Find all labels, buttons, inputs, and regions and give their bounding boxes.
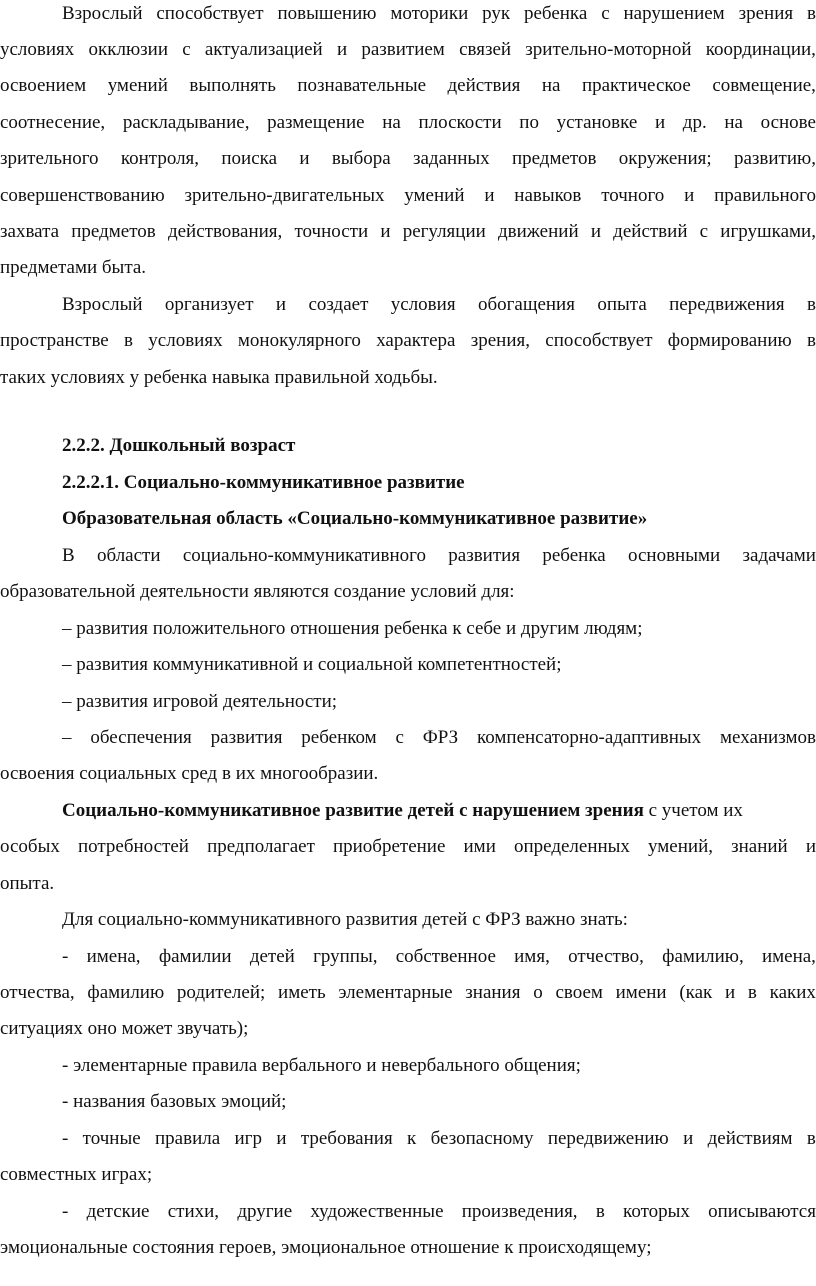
word: умений xyxy=(404,185,465,206)
word: точного xyxy=(601,185,665,206)
word: условия xyxy=(390,294,456,315)
word: в xyxy=(806,3,816,24)
word: обеспечения xyxy=(90,727,192,748)
word: на xyxy=(541,75,561,96)
word: игр xyxy=(234,1128,262,1149)
list1-item-1: – развития положительного отношения ребенка к себе и другим людям; xyxy=(62,618,643,639)
p1-line-2 xyxy=(0,40,816,59)
list1-item-4-line-1 xyxy=(62,728,816,747)
word: произведения, xyxy=(461,1201,578,1222)
word: практическое xyxy=(581,75,691,96)
word: повышению xyxy=(277,3,377,24)
word: основными xyxy=(628,545,721,566)
word: отчество, xyxy=(568,946,644,967)
list2-item-5-line-1 xyxy=(62,1202,816,1221)
word: пространстве xyxy=(0,330,109,351)
word: предметов xyxy=(511,148,597,169)
p4-line-2 xyxy=(0,837,816,856)
word: зрительного xyxy=(0,148,99,169)
word: и xyxy=(725,982,736,1003)
word: детей xyxy=(249,946,295,967)
word: др. xyxy=(682,112,707,133)
word: и xyxy=(336,39,348,60)
word: ими xyxy=(463,836,496,857)
p3-line-1 xyxy=(62,546,816,565)
word: задачами xyxy=(742,545,816,566)
word: захвата xyxy=(0,221,60,242)
word: обогащения xyxy=(477,294,575,315)
p5-line: Для социально-коммуникативного развития детей с ФРЗ важно знать: xyxy=(62,909,628,930)
word: умений xyxy=(107,75,168,96)
word: в xyxy=(595,1201,605,1222)
word: развития xyxy=(448,545,521,566)
word: знаний xyxy=(731,836,788,857)
word: имена, xyxy=(761,946,816,967)
word: передвижению xyxy=(547,1128,669,1149)
section-heading: 2.2.2. Дошкольный возраст xyxy=(62,435,296,456)
word: и xyxy=(684,185,695,206)
word: с xyxy=(699,221,709,242)
word: (как xyxy=(679,982,713,1003)
word: характера xyxy=(376,330,456,351)
word: передвижения xyxy=(669,294,785,315)
p2-line-3: таких условиях у ребенка навыка правильной ходьбы. xyxy=(0,367,438,388)
list2-item-3: - названия базовых эмоций; xyxy=(62,1091,287,1112)
word: способствует xyxy=(545,330,653,351)
word: опыта xyxy=(597,294,647,315)
p1-line-4 xyxy=(0,113,816,132)
word: действия xyxy=(447,75,521,96)
word: действий xyxy=(613,221,688,242)
p2-line-1 xyxy=(62,295,816,314)
word: точности xyxy=(294,221,369,242)
word: движений xyxy=(498,221,579,242)
p3-line-2: образовательной деятельности являются создание условий для: xyxy=(0,581,515,602)
word: с xyxy=(182,39,191,60)
word: определенных xyxy=(513,836,630,857)
word: о xyxy=(533,982,543,1003)
word: ребенка xyxy=(542,545,606,566)
word: способствует xyxy=(156,3,264,24)
word: в xyxy=(807,294,816,315)
word: приобретение xyxy=(332,836,446,857)
word: условиях xyxy=(148,330,223,351)
list2-item-4-line-2: совместных играх; xyxy=(0,1164,153,1185)
word: условиях xyxy=(0,39,75,60)
area-heading: Образовательная область «Социально-коммуникативное развитие» xyxy=(62,508,648,529)
word: социально-коммуникативного xyxy=(182,545,426,566)
p4-line-3: опыта. xyxy=(0,873,55,894)
p4-rest-part: с учетом их xyxy=(648,800,743,821)
word: и xyxy=(683,1128,694,1149)
word: знания xyxy=(465,982,521,1003)
word: поиска xyxy=(221,148,278,169)
word: зрительно-моторной xyxy=(525,39,692,60)
word: координации, xyxy=(705,39,816,60)
word: с xyxy=(601,3,610,24)
word: актуализацией xyxy=(204,39,323,60)
word: создает xyxy=(308,294,369,315)
word: освоением xyxy=(0,75,87,96)
word: действиям xyxy=(707,1128,793,1149)
word: имя, xyxy=(514,946,550,967)
list2-item-1-line-2 xyxy=(0,983,816,1002)
word: имени xyxy=(615,982,667,1003)
word: формированию xyxy=(667,330,792,351)
list2-item-2: - элементарные правила вербального и невербального общения; xyxy=(62,1055,581,1076)
word: и xyxy=(654,112,666,133)
word: организует xyxy=(164,294,254,315)
word: своем xyxy=(555,982,603,1003)
word: окружения; xyxy=(618,148,712,169)
word: зрения xyxy=(738,3,794,24)
list1-item-4-line-2: освоения социальных сред в их многообразии. xyxy=(0,763,379,784)
word: В xyxy=(62,545,75,566)
word: предполагает xyxy=(207,836,315,857)
p1-line-5 xyxy=(0,149,816,168)
word: механизмов xyxy=(720,727,816,748)
list2-item-1-line-1 xyxy=(62,947,816,966)
word: основе xyxy=(760,112,816,133)
word: связей xyxy=(459,39,512,60)
p1-line-3 xyxy=(0,76,816,95)
word: компенсаторно-адаптивных xyxy=(476,727,702,748)
word: которых xyxy=(623,1201,690,1222)
word: развития xyxy=(210,727,283,748)
word: фамилии xyxy=(158,946,232,967)
word: моторики xyxy=(390,3,469,24)
word: и xyxy=(299,148,310,169)
word: в xyxy=(124,330,134,351)
word: и xyxy=(380,221,391,242)
p2-line-2 xyxy=(0,331,816,350)
p1-line-8: предметами быта. xyxy=(0,257,147,278)
word: совершенствованию xyxy=(0,185,165,206)
word: размещение xyxy=(267,112,365,133)
word: ребенка xyxy=(523,3,588,24)
word: на xyxy=(382,112,401,133)
word: ребенком xyxy=(301,727,377,748)
word: родителей; xyxy=(176,982,266,1003)
word: - xyxy=(62,1201,69,1222)
word: регуляции xyxy=(402,221,486,242)
word: окклюзии xyxy=(88,39,168,60)
word: установке xyxy=(556,112,638,133)
word: собственное xyxy=(395,946,496,967)
list1-item-3: – развития игровой деятельности; xyxy=(62,691,338,712)
word: и xyxy=(805,836,816,857)
word: выбора xyxy=(331,148,391,169)
subsection-heading: 2.2.2.1. Социально-коммуникативное развитие xyxy=(62,472,465,493)
word: рук xyxy=(482,3,511,24)
p1-line-7 xyxy=(0,222,816,241)
word: правильного xyxy=(714,185,816,206)
word: группы, xyxy=(313,946,378,967)
word: навыков xyxy=(514,185,582,206)
word: на xyxy=(724,112,743,133)
word: нарушением xyxy=(623,3,725,24)
word: Взрослый xyxy=(62,294,143,315)
word: детские xyxy=(86,1201,150,1222)
word: контроля, xyxy=(120,148,200,169)
word: в xyxy=(747,982,757,1003)
word: выполнять xyxy=(189,75,276,96)
word: потребностей xyxy=(77,836,189,857)
p4-bold-part: Социально-коммуникативное развитие детей с нарушением зрения xyxy=(62,800,644,821)
word: отчества, xyxy=(0,982,75,1003)
word: раскладывание, xyxy=(122,112,250,133)
word: особых xyxy=(0,836,60,857)
word: по xyxy=(519,112,539,133)
word: и xyxy=(590,221,601,242)
list2-item-5-line-2: эмоциональные состояния героев, эмоциональное отношение к происходящему; xyxy=(0,1237,652,1258)
word: к xyxy=(407,1128,417,1149)
word: стихи, xyxy=(167,1201,220,1222)
word: требования xyxy=(300,1128,393,1149)
word: – xyxy=(62,727,72,748)
word: умений, xyxy=(648,836,713,857)
word: точные xyxy=(82,1128,141,1149)
list1-item-2: – развития коммуникативной и социальной компетентностей; xyxy=(62,654,562,675)
word: заданных xyxy=(412,148,490,169)
word: в xyxy=(806,330,816,351)
p1-line-1 xyxy=(62,4,816,23)
word: развитием xyxy=(361,39,445,60)
word: соотнесение, xyxy=(0,112,106,133)
p1-line-6 xyxy=(0,186,816,205)
word: ФРЗ xyxy=(422,727,459,748)
word: развитию, xyxy=(733,148,816,169)
word: фамилию, xyxy=(662,946,744,967)
word: предметов xyxy=(71,221,156,242)
word: плоскости xyxy=(418,112,502,133)
word: действования, xyxy=(167,221,283,242)
word: в xyxy=(806,1128,816,1149)
word: художественные xyxy=(310,1201,444,1222)
word: и xyxy=(275,294,287,315)
word: совмещение, xyxy=(712,75,816,96)
word: познавательные xyxy=(297,75,427,96)
word: области xyxy=(97,545,161,566)
word: монокулярного xyxy=(237,330,361,351)
word: зрения, xyxy=(470,330,530,351)
word: и xyxy=(276,1128,287,1149)
word: Взрослый xyxy=(62,3,143,24)
list2-item-4-line-1 xyxy=(62,1129,816,1148)
word: - xyxy=(62,1128,69,1149)
word: и xyxy=(484,185,495,206)
word: описываются xyxy=(708,1201,816,1222)
word: иметь xyxy=(278,982,326,1003)
word: правила xyxy=(155,1128,221,1149)
word: игрушками, xyxy=(720,221,816,242)
word: зрительно-двигательных xyxy=(184,185,385,206)
word: имена, xyxy=(86,946,141,967)
word: - xyxy=(62,946,69,967)
word: элементарные xyxy=(338,982,453,1003)
list2-item-1-line-3: ситуациях оно может звучать); xyxy=(0,1018,249,1039)
word: с xyxy=(395,727,404,748)
word: каких xyxy=(769,982,816,1003)
word: другие xyxy=(237,1201,293,1222)
p4-line-1 xyxy=(62,801,743,820)
word: фамилию xyxy=(87,982,165,1003)
word: безопасному xyxy=(430,1128,534,1149)
